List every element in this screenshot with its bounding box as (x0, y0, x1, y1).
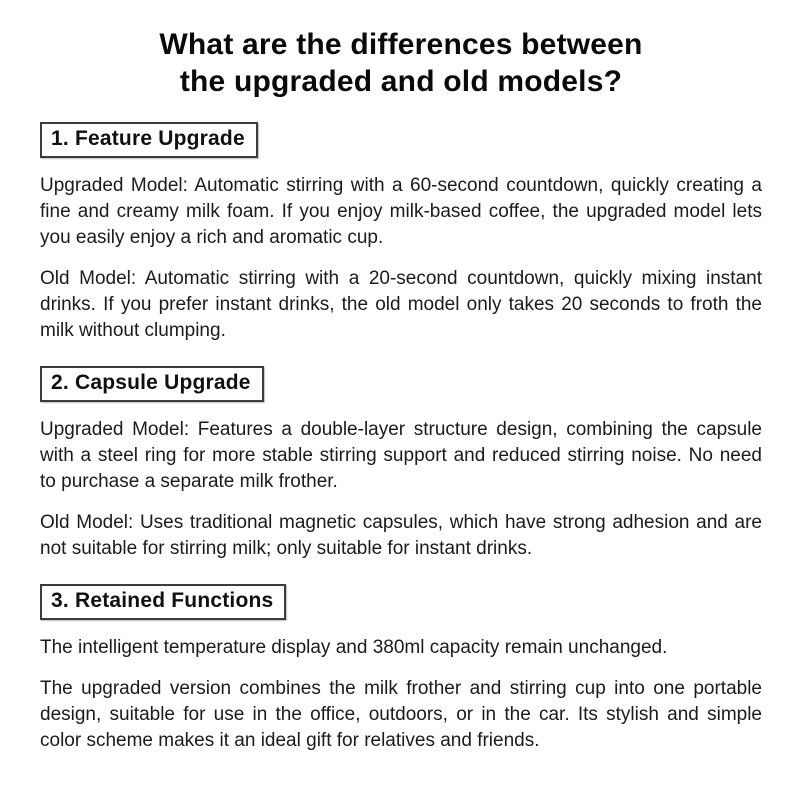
feature-upgrade-heading: 1. Feature Upgrade (51, 127, 245, 150)
section-feature-upgrade (40, 122, 762, 344)
retained-functions-heading: 3. Retained Functions (51, 589, 274, 612)
page-title-line-1: What are the differences between (159, 28, 643, 61)
feature-upgrade-upgraded-model-paragraph: Upgraded Model: Automatic stirring with a 60-second countdown, quickly creating a fine and creamy milk foam. If you enjoy milk-based coffee, the upgraded model lets you easily enjoy a rich and aromatic cup. (40, 175, 762, 248)
capsule-upgrade-old-model-paragraph: Old Model: Uses traditional magnetic capsules, which have strong adhesion and are not suitable for stirring milk; only suitable for instant drinks. (40, 512, 762, 559)
page-title-line-2: the upgraded and old models? (179, 65, 623, 98)
section-retained-functions (40, 584, 762, 754)
capsule-upgrade-upgraded-model-paragraph: Upgraded Model: Features a double-layer structure design, combining the capsule with a steel ring for more stable stirring support and reduced stirring noise. No need to purchase a separate milk frother. (40, 419, 762, 492)
retained-functions-heading-box (40, 584, 286, 620)
section-capsule-upgrade (40, 366, 762, 562)
retained-functions-capacity-paragraph: The intelligent temperature display and 380ml capacity remain unchanged. (40, 637, 668, 658)
capsule-upgrade-heading-box (40, 366, 264, 402)
capsule-upgrade-heading: 2. Capsule Upgrade (51, 371, 251, 394)
feature-upgrade-old-model-paragraph: Old Model: Automatic stirring with a 20-second countdown, quickly mixing instant drinks. If you prefer instant drinks, the old model only takes 20 seconds to froth the milk without clumping. (40, 268, 762, 341)
retained-functions-portable-design-paragraph: The upgraded version combines the milk frother and stirring cup into one portable design, suitable for use in the office, outdoors, or in the car. Its stylish and simple color scheme makes it an ideal gift for relatives and friends. (40, 678, 762, 751)
page-title (40, 26, 762, 100)
feature-upgrade-heading-box (40, 122, 258, 158)
